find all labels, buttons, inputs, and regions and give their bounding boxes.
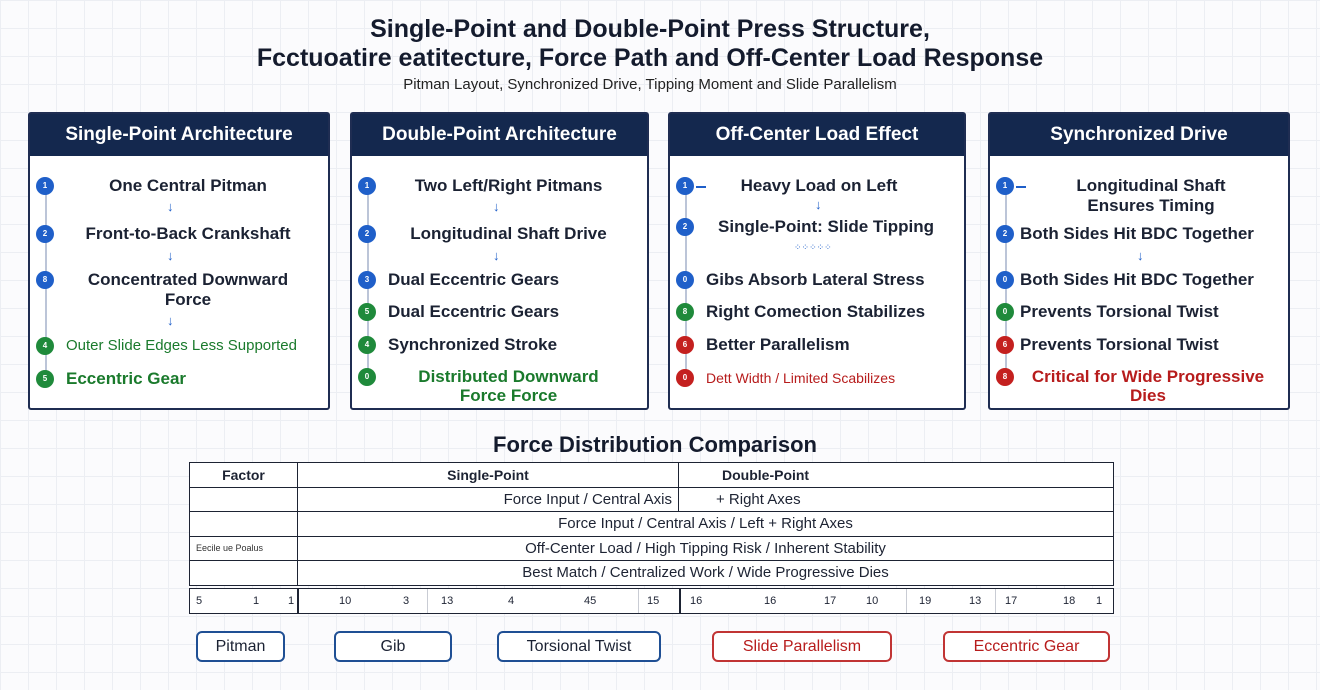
comparison-table <box>189 462 1114 586</box>
step-number: 4 <box>358 336 376 354</box>
table-row <box>190 487 1114 512</box>
step-item <box>676 335 958 355</box>
cell-divider <box>427 589 428 613</box>
step-item <box>996 367 1282 405</box>
step-item <box>358 270 641 290</box>
number-cell: 13 <box>441 595 454 607</box>
dotted-mark-icon: ⁘⁘⁘⁘⁘ <box>794 242 832 252</box>
header-factor: Factor <box>190 463 298 488</box>
step-text: Outer Slide Edges Less Supported <box>66 337 297 354</box>
step-number: 0 <box>676 271 694 289</box>
cell-divider <box>638 589 639 613</box>
card-single-point <box>28 112 330 410</box>
step-text: Eccentric Gear <box>66 369 187 388</box>
number-cell: 1 <box>1096 595 1103 607</box>
step-text: Both Sides Hit BDC Together <box>1020 224 1254 243</box>
table-header-row <box>190 463 1114 488</box>
arrow-down-icon: ↓ <box>815 197 822 212</box>
header-double-point: Double-Point <box>679 463 1114 488</box>
card-title: Synchronized Drive <box>990 114 1288 156</box>
step-item <box>996 176 1282 216</box>
step-text: Longitudinal Shaft Ensures Timing <box>1076 176 1226 215</box>
step-text: Critical for Wide Progressive Dies <box>1031 367 1265 405</box>
step-number: 1 <box>996 177 1014 195</box>
step-number: 4 <box>36 337 54 355</box>
page-header <box>0 14 1320 93</box>
step-text: Front-to-Back Crankshaft <box>85 224 291 243</box>
step-number: 0 <box>358 368 376 386</box>
row-factor: Eecile ue Poalus <box>190 536 298 561</box>
number-cell: 4 <box>508 595 515 607</box>
row-single: Force Input / Central Axis <box>298 487 679 512</box>
cell-divider <box>679 589 681 613</box>
number-cell: 18 <box>1063 595 1076 607</box>
step-text: Concentrated Downward Force <box>87 270 289 309</box>
row-double: + Right Axes <box>679 487 1114 512</box>
number-cell: 19 <box>919 595 932 607</box>
number-cell: 1 <box>288 595 295 607</box>
step-text: Dual Eccentric Gears <box>388 302 560 321</box>
step-number: 2 <box>36 225 54 243</box>
number-cell: 5 <box>196 595 203 607</box>
step-text: Longitudinal Shaft Drive <box>410 224 607 243</box>
number-cell: 17 <box>824 595 837 607</box>
step-number: 6 <box>676 336 694 354</box>
number-cell: 16 <box>764 595 777 607</box>
step-item <box>676 176 958 196</box>
step-text: Prevents Torsional Twist <box>1020 335 1219 354</box>
arrow-down-icon: ↓ <box>493 248 500 263</box>
arrow-down-icon: ↓ <box>1137 248 1144 263</box>
cell-divider <box>297 589 299 613</box>
cell-divider <box>906 589 907 613</box>
table-row <box>190 512 1114 537</box>
step-number: 8 <box>996 368 1014 386</box>
step-number: 1 <box>358 177 376 195</box>
number-cell: 10 <box>866 595 879 607</box>
arrow-down-icon: ↓ <box>493 199 500 214</box>
step-item <box>36 270 322 310</box>
card-title: Off-Center Load Effect <box>670 114 964 156</box>
step-item <box>996 270 1282 290</box>
step-text: One Central Pitman <box>109 176 267 195</box>
step-item <box>676 302 958 322</box>
step-number: 1 <box>676 177 694 195</box>
arrow-down-icon: ↓ <box>167 199 174 214</box>
row-merged: Off-Center Load / High Tipping Risk / Inherent Stability <box>298 536 1114 561</box>
card-off-center-load <box>668 112 966 410</box>
step-item <box>358 335 641 355</box>
row-factor <box>190 561 298 586</box>
number-cell: 17 <box>1005 595 1018 607</box>
card-double-point <box>350 112 649 410</box>
number-cell: 3 <box>403 595 410 607</box>
page-title-line1: Single-Point and Double-Point Press Structure, <box>370 15 930 43</box>
step-item <box>36 336 322 356</box>
step-item <box>676 368 958 388</box>
row-factor <box>190 487 298 512</box>
step-item <box>36 224 322 244</box>
step-number: 5 <box>36 370 54 388</box>
step-text: Distributed Downward Force Force <box>418 367 599 405</box>
table-row <box>190 536 1114 561</box>
step-text: Single-Point: Slide Tipping <box>718 217 934 236</box>
glossary-pill-torsional-twist: Torsional Twist <box>497 631 661 662</box>
step-item <box>358 302 641 322</box>
glossary-pill-slide-parallelism: Slide Parallelism <box>712 631 892 662</box>
glossary-pill-pitman: Pitman <box>196 631 285 662</box>
step-item <box>36 369 322 389</box>
row-merged: Force Input / Central Axis / Left + Right Axes <box>298 512 1114 537</box>
step-number: 2 <box>676 218 694 236</box>
number-cell: 45 <box>584 595 597 607</box>
step-number: 2 <box>996 225 1014 243</box>
step-item <box>676 270 958 290</box>
card-synchronized-drive <box>988 112 1290 410</box>
step-number: 3 <box>358 271 376 289</box>
step-text: Both Sides Hit BDC Together <box>1020 270 1254 289</box>
step-number: 2 <box>358 225 376 243</box>
step-text: Better Parallelism <box>706 335 850 354</box>
step-item <box>676 217 958 237</box>
table-row <box>190 561 1114 586</box>
step-number: 8 <box>676 303 694 321</box>
step-text: Synchronized Stroke <box>388 335 558 354</box>
step-text: Gibs Absorb Lateral Stress <box>706 270 925 289</box>
step-text: Dual Eccentric Gears <box>388 270 560 289</box>
step-number: 6 <box>996 336 1014 354</box>
step-item <box>996 224 1282 244</box>
page-subtitle: Pitman Layout, Synchronized Drive, Tipping Moment and Slide Parallelism <box>403 76 897 93</box>
header-single-point: Single-Point <box>298 463 679 488</box>
step-text: Heavy Load on Left <box>740 176 898 195</box>
connector-dash <box>1016 186 1026 188</box>
step-number: 0 <box>996 303 1014 321</box>
card-title: Double-Point Architecture <box>352 114 647 156</box>
number-strip <box>189 588 1114 614</box>
step-text: Right Comection Stabilizes <box>706 302 926 321</box>
step-item <box>36 176 322 196</box>
step-item <box>358 224 641 244</box>
cell-divider <box>995 589 996 613</box>
number-cell: 13 <box>969 595 982 607</box>
step-number: 1 <box>36 177 54 195</box>
number-cell: 10 <box>339 595 352 607</box>
step-number: 0 <box>676 369 694 387</box>
glossary-pill-eccentric-gear: Eccentric Gear <box>943 631 1110 662</box>
number-cell: 1 <box>253 595 260 607</box>
row-factor <box>190 512 298 537</box>
step-number: 5 <box>358 303 376 321</box>
step-item <box>996 335 1282 355</box>
step-text: Two Left/Right Pitmans <box>414 176 603 195</box>
connector-dash <box>696 186 706 188</box>
step-number: 0 <box>996 271 1014 289</box>
glossary-pill-gib: Gib <box>334 631 452 662</box>
number-cell: 15 <box>647 595 660 607</box>
comparison-title: Force Distribution Comparison <box>493 432 817 457</box>
arrow-down-icon: ↓ <box>167 313 174 328</box>
step-item <box>358 176 641 196</box>
step-text: Dett Width / Limited Scabilizes <box>706 370 896 386</box>
step-number: 8 <box>36 271 54 289</box>
card-title: Single-Point Architecture <box>30 114 328 156</box>
row-merged: Best Match / Centralized Work / Wide Progressive Dies <box>298 561 1114 586</box>
step-item <box>996 302 1282 322</box>
arrow-down-icon: ↓ <box>167 248 174 263</box>
page-title-line2: Fcctuoatire eatitecture, Force Path and Off-Center Load Response <box>256 44 1044 72</box>
step-text: Prevents Torsional Twist <box>1020 302 1219 321</box>
number-cell: 16 <box>690 595 703 607</box>
step-item <box>358 367 641 405</box>
